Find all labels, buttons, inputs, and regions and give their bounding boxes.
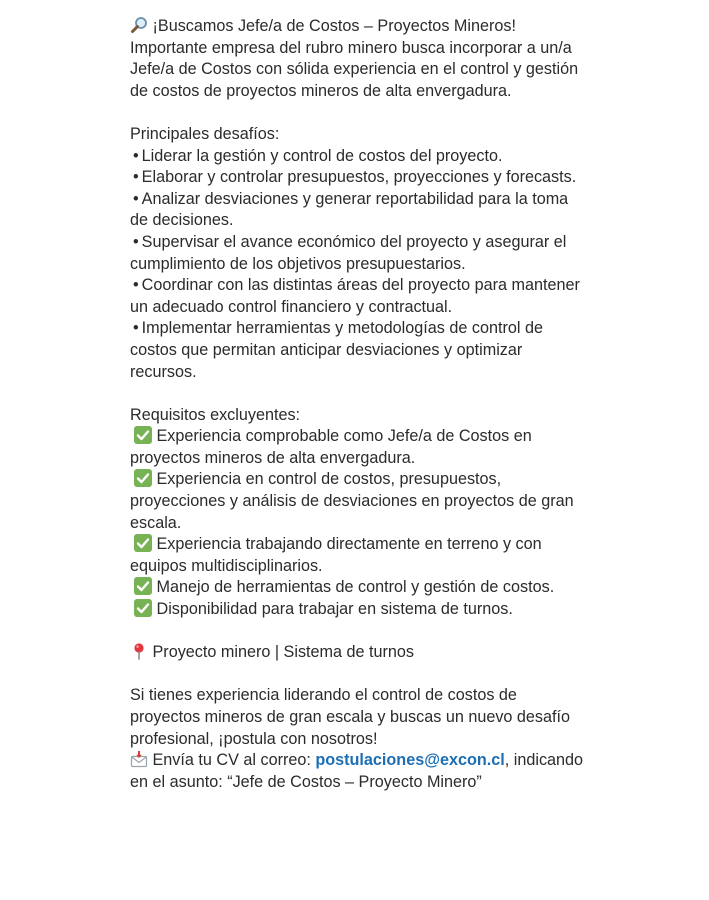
spacer — [130, 621, 590, 643]
requirement-item: Experiencia en control de costos, presupuestos, proyecciones y análisis de desviaciones en proyectos de gran escala. — [130, 470, 574, 532]
post-title: ¡Buscamos Jefe/a de Costos – Proyectos Mineros! — [152, 17, 516, 35]
challenges-list — [130, 146, 590, 384]
requirement-item: Experiencia trabajando directamente en terreno y con equipos multidisciplinarios. — [130, 535, 542, 575]
bullet-icon: • — [133, 319, 139, 338]
bullet-icon: • — [133, 189, 139, 208]
requirement-item: Experiencia comprobable como Jefe/a de Costos en proyectos mineros de alta envergadura. — [130, 427, 532, 467]
challenge-item: • Analizar desviaciones y generar reportabilidad para la toma de decisiones. — [130, 189, 569, 230]
challenge-item: • Supervisar el avance económico del proyecto y asegurar el cumplimiento de los objetivos presupuestarios. — [130, 232, 567, 273]
requirement-item: Disponibilidad para trabajar en sistema de turnos. — [130, 599, 590, 621]
cta-suffix: , indicando en el asunto: “Jefe de Costos – Proyecto Minero” — [130, 751, 584, 791]
job-post — [130, 16, 590, 793]
bullet-icon: • — [133, 146, 139, 165]
challenges-heading: Principales desafíos: — [130, 124, 280, 143]
challenge-item: • Implementar herramientas y metodologías de control de costos que permitan anticipar desviaciones y optimizar recursos. — [130, 319, 543, 381]
magnifying-glass-icon — [130, 16, 148, 34]
bullet-icon: • — [133, 276, 139, 295]
challenge-item: • Liderar la gestión y control de costos del proyecto. — [130, 146, 590, 168]
check-mark-icon — [134, 577, 152, 595]
spacer — [130, 383, 590, 405]
round-pushpin-icon — [130, 642, 148, 660]
check-mark-icon — [134, 534, 152, 552]
check-mark-icon — [134, 599, 152, 617]
requirement-item: Manejo de herramientas de control y gestión de costos. — [130, 577, 590, 599]
challenge-item: • Coordinar con las distintas áreas del proyecto para mantener un adecuado control financiero y contractual. — [130, 276, 580, 316]
email-link[interactable]: postulaciones@excon.cl — [315, 751, 505, 770]
bullet-icon: • — [133, 232, 139, 251]
requirements-list — [130, 426, 590, 620]
spacer — [130, 102, 590, 124]
spacer — [130, 664, 590, 686]
cta-prefix: Envía tu CV al correo: — [152, 751, 311, 770]
post-intro: Importante empresa del rubro minero busca incorporar a un/a Jefe/a de Costos con sólida experiencia en el control y gestión de costos de proyectos mineros de alta envergadura. — [130, 38, 579, 100]
challenge-item: • Elaborar y controlar presupuestos, proyecciones y forecasts. — [130, 167, 590, 189]
cta-line — [130, 750, 590, 793]
post-title-line — [130, 16, 590, 38]
bullet-icon: • — [133, 168, 139, 187]
requirements-heading: Requisitos excluyentes: — [130, 405, 301, 424]
location-text: Proyecto minero | Sistema de turnos — [152, 643, 415, 662]
check-mark-icon — [134, 469, 152, 487]
check-mark-icon — [134, 426, 152, 444]
closing-text: Si tienes experiencia liderando el control de costos de proyectos mineros de gran escala y buscas un nuevo desafío profesional, ¡postula con nosotros! — [130, 686, 571, 748]
location-line — [130, 642, 590, 664]
envelope-arrow-icon — [130, 750, 148, 768]
